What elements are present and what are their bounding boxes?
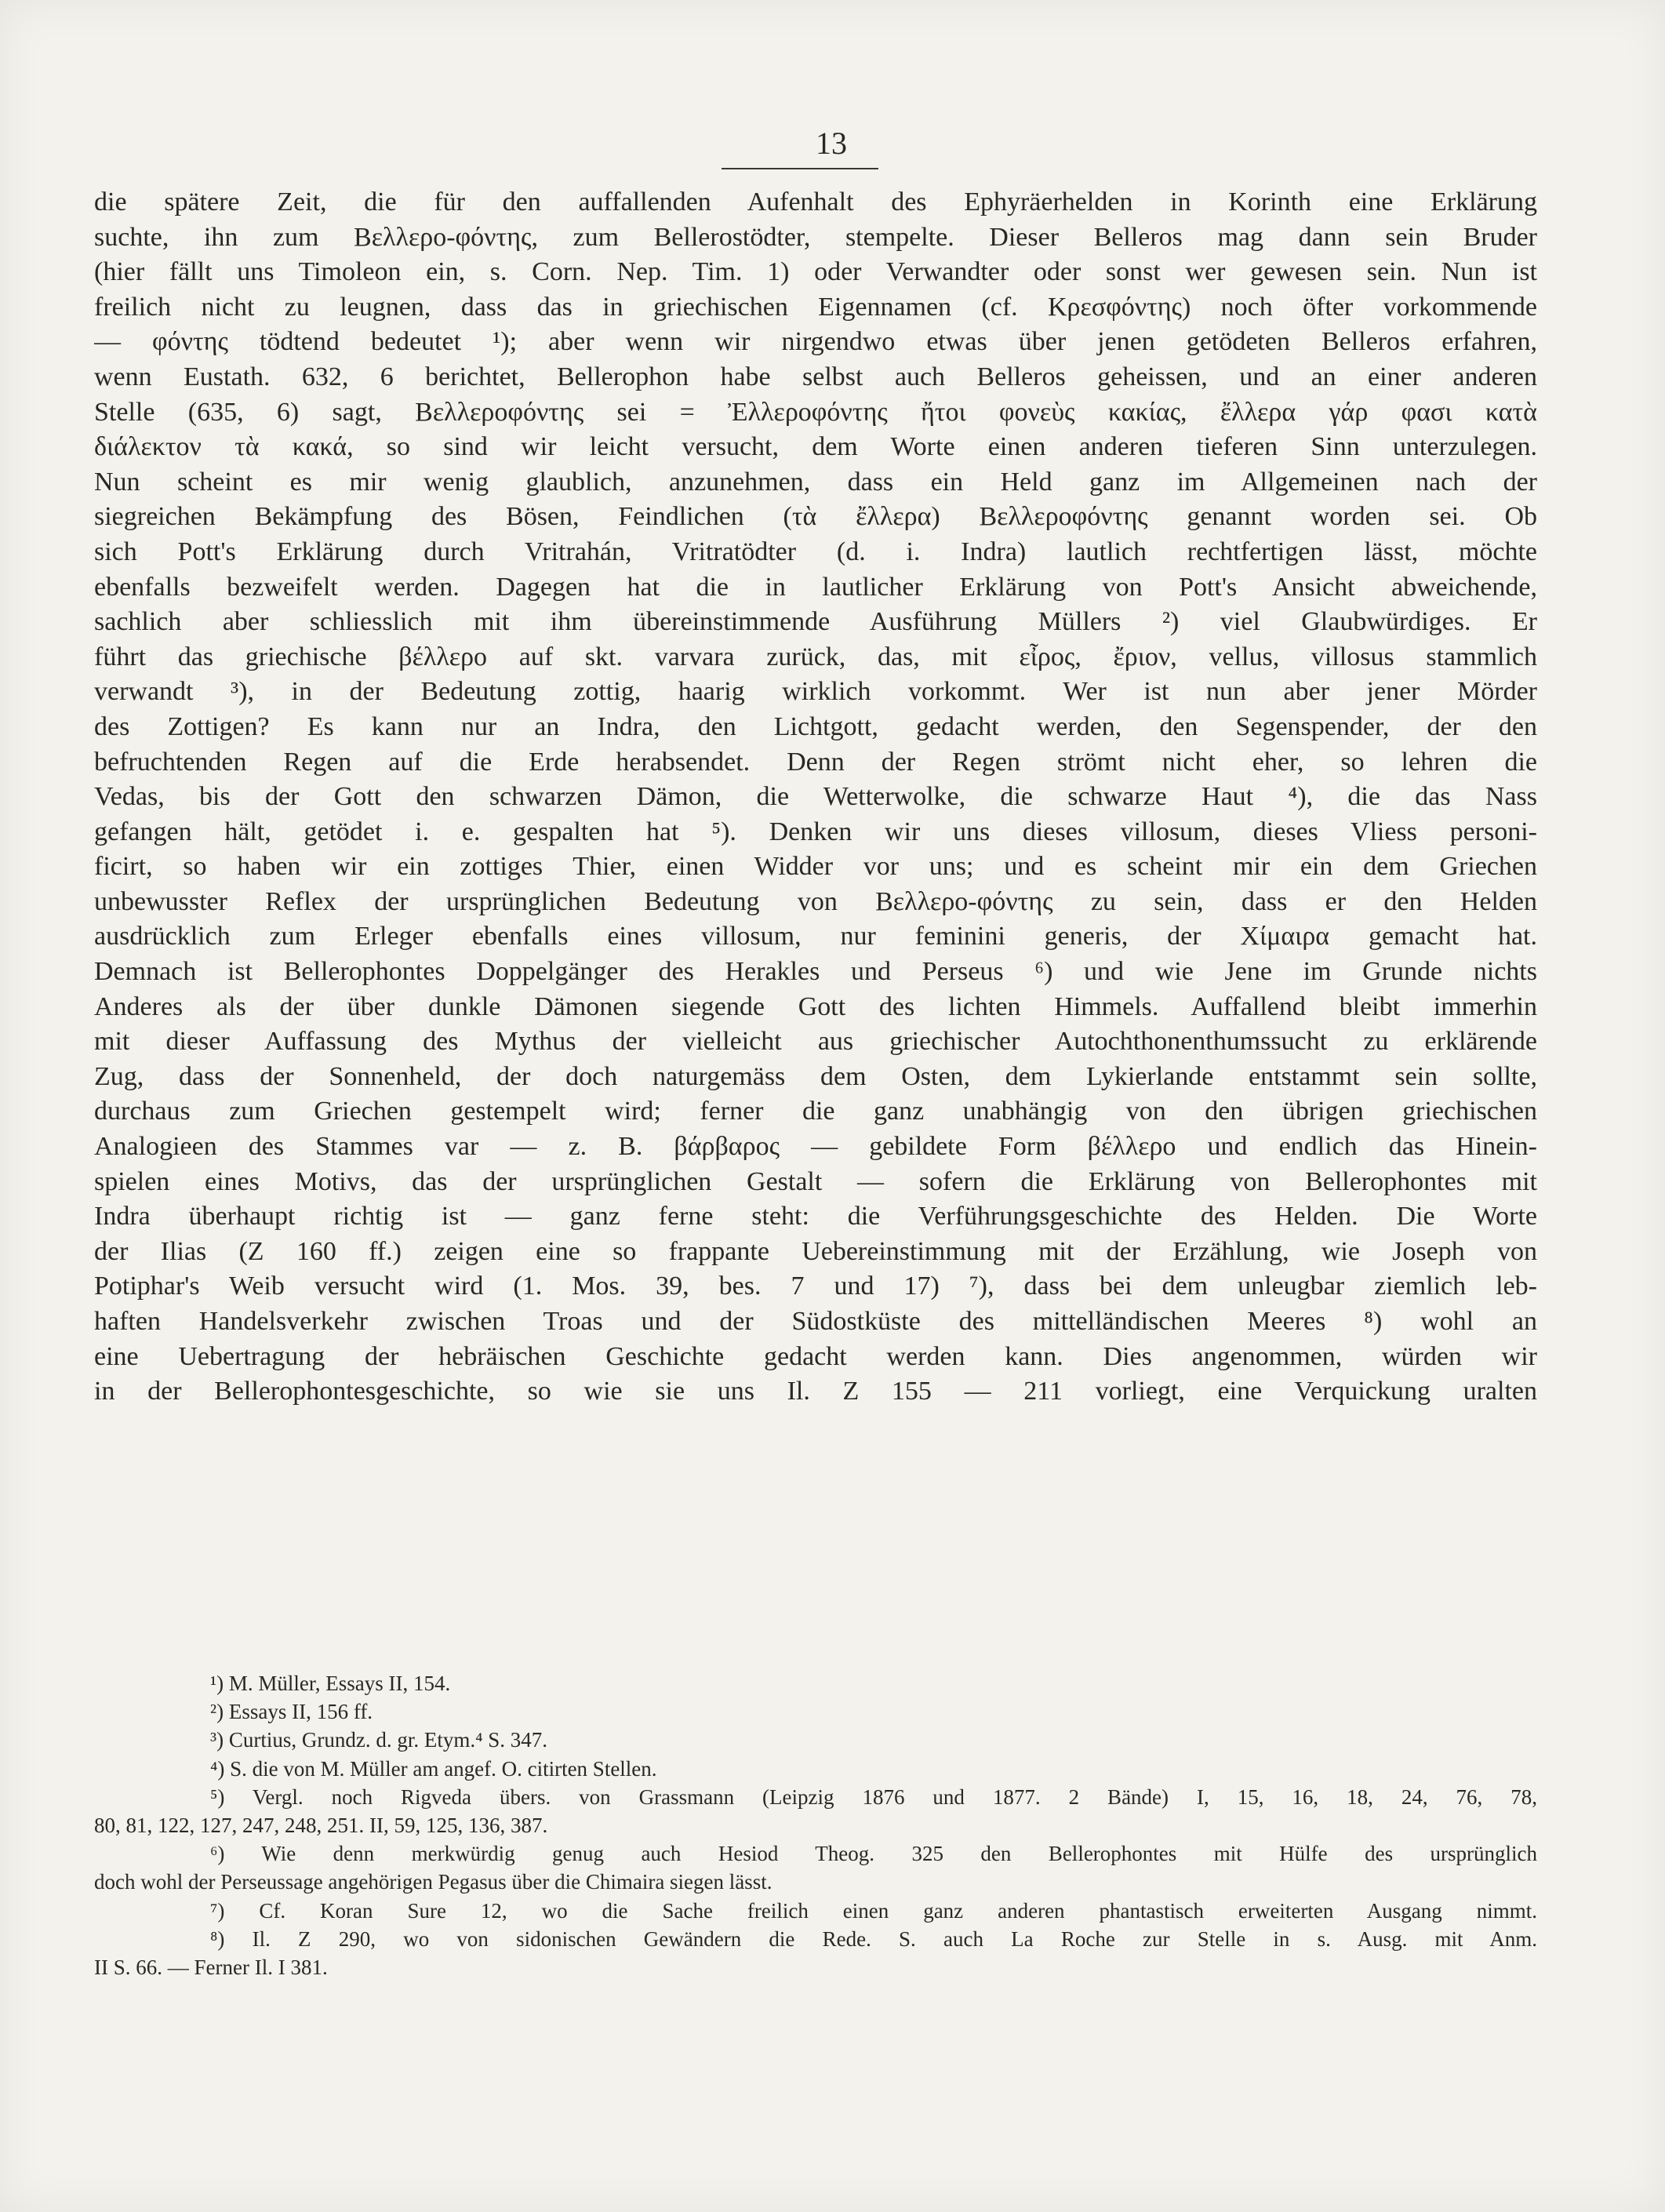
body-line: suchte, ihn zum Βελλερο-φόντης, zum Bellerostödter, stempelte. Dieser Belleros mag dann sein Bruder (94, 222, 1537, 252)
body-line: Zug, dass der Sonnenheld, der doch naturgemäss dem Osten, dem Lykierlande entstammt sein sollte, (94, 1061, 1537, 1091)
body-line: — φόντης tödtend bedeutet ¹); aber wenn wir nirgendwo etwas über jenen getödeten Belleros erfahren, (94, 327, 1537, 357)
footnote-8-continued: II S. 66. — Ferner Il. I 381. (94, 1955, 328, 1979)
body-line: die spätere Zeit, die für den auffallenden Aufenhalt des Ephyräerhelden in Korinth eine Erklärung (94, 187, 1537, 216)
footnotes (94, 1669, 1537, 1981)
body-line: Anderes als der über dunkle Dämonen siegende Gott des lichten Himmels. Auffallend bleibt immerhin (94, 991, 1537, 1021)
footnote-6-continued: doch wohl der Perseussage angehörigen Pegasus über die Chimaira siegen lässt. (94, 1870, 773, 1894)
body-line: unbewusster Reflex der ursprünglichen Bedeutung von Βελλερο-φόντης zu sein, dass er den Helden (94, 886, 1537, 916)
body-line: Nun scheint es mir wenig glaublich, anzunehmen, dass ein Held ganz im Allgemeinen nach der (94, 467, 1537, 497)
footnote-7: ⁷) Cf. Koran Sure 12, wo die Sache freilich einen ganz anderen phantastisch erweiterten Ausgang nimmt. (210, 1898, 1537, 1923)
body-line: ebenfalls bezweifelt werden. Dagegen hat die in lautlicher Erklärung von Pott's Ansicht abweichende, (94, 572, 1537, 602)
body-line: sachlich aber schliesslich mit ihm übereinstimmende Ausführung Müllers ²) viel Glaubwürdiges. Er (94, 607, 1537, 637)
body-line: des Zottigen? Es kann nur an Indra, den Lichtgott, gedacht werden, den Segenspender, der den (94, 711, 1537, 741)
body-line: befruchtenden Regen auf die Erde herabsendet. Denn der Regen strömt nicht eher, so lehren die (94, 747, 1537, 777)
body-line: verwandt ³), in der Bedeutung zottig, haarig wirklich vorkommt. Wer ist nun aber jener Mörder (94, 677, 1537, 707)
body-line: Potiphar's Weib versucht wird (1. Mos. 39, bes. 7 und 17) ⁷), dass bei dem unleugbar ziemlich leb- (94, 1272, 1537, 1301)
footnote-5-continued: 80, 81, 122, 127, 247, 248, 251. II, 59, 125, 136, 387. (94, 1813, 548, 1837)
body-line: freilich nicht zu leugnen, dass das in griechischen Eigennamen (cf. Κρεσφόντης) noch öfter vorkommende (94, 292, 1537, 322)
body-line: der Ilias (Z 160 ff.) zeigen eine so frappante Uebereinstimmung mit der Erzählung, wie Joseph von (94, 1236, 1537, 1266)
body-line: διάλεκτον τὰ κακά, so sind wir leicht versucht, dem Worte einen anderen tieferen Sinn unterzulegen. (94, 432, 1537, 462)
page-number: 13 (816, 126, 847, 161)
body-line: durchaus zum Griechen gestempelt wird; ferner die ganz unabhängig von den übrigen griechischen (94, 1097, 1537, 1126)
body-line: gefangen hält, getödet i. e. gespalten hat ⁵). Denken wir uns dieses villosum, dieses Vliess personi- (94, 817, 1537, 846)
page-number-rule (722, 168, 878, 169)
body-line: führt das griechische βέλλερο auf skt. varvara zurück, das, mit εἶρος, ἔριον, vellus, villosus stammlich (94, 642, 1537, 671)
body-line: eine Uebertragung der hebräischen Geschichte gedacht werden kann. Dies angenommen, würden wir (94, 1341, 1537, 1371)
body-line: spielen eines Motivs, das der ursprünglichen Gestalt — sofern die Erklärung von Bellerophontes mit (94, 1166, 1537, 1196)
footnote-3: ³) Curtius, Grundz. d. gr. Etym.⁴ S. 347. (210, 1728, 547, 1752)
body-line: Analogieen des Stammes var — z. B. βάρβαρος — gebildete Form βέλλερο und endlich das Hinein- (94, 1132, 1537, 1162)
footnote-4: ⁴) S. die von M. Müller am angef. O. citirten Stellen. (210, 1756, 657, 1781)
body-line: in der Bellerophontesgeschichte, so wie sie uns Il. Z 155 — 211 vorliegt, eine Verquickung uralten (94, 1377, 1537, 1406)
footnote-5: ⁵) Vergl. noch Rigveda übers. von Grassmann (Leipzig 1876 und 1877. 2 Bände) I, 15, 16, 18, 24, 76, 78, (210, 1785, 1537, 1809)
footnote-8: ⁸) Il. Z 290, wo von sidonischen Gewändern die Rede. S. auch La Roche zur Stelle in s. Ausg. mit Anm. (210, 1926, 1537, 1951)
body-line: mit dieser Auffassung des Mythus der vielleicht aus griechischer Autochthonenthumssucht zu erklärende (94, 1027, 1537, 1057)
body-line: wenn Eustath. 632, 6 berichtet, Bellerophon habe selbst auch Belleros geheissen, und an einer anderen (94, 362, 1537, 391)
footnote-6: ⁶) Wie denn merkwürdig genug auch Hesiod Theog. 325 den Bellerophontes mit Hülfe des ursprünglich (210, 1842, 1537, 1866)
body-line: ausdrücklich zum Erleger ebenfalls eines villosum, nur feminini generis, der Χίμαιρα gemacht hat. (94, 922, 1537, 951)
body-line: (hier fällt uns Timoleon ein, s. Corn. Nep. Tim. 1) oder Verwandter oder sonst wer gewesen sein. Nun ist (94, 257, 1537, 287)
footnote-2: ²) Essays II, 156 ff. (210, 1700, 373, 1724)
footnote-1: ¹) M. Müller, Essays II, 154. (210, 1672, 451, 1695)
body-line: haften Handelsverkehr zwischen Troas und der Südostküste des mittelländischen Meeres ⁸) wohl an (94, 1307, 1537, 1336)
body-line: ficirt, so haben wir ein zottiges Thier, einen Widder vor uns; und es scheint mir ein dem Griechen (94, 852, 1537, 882)
body-text (94, 185, 1537, 1410)
body-line: Indra überhaupt richtig ist — ganz ferne steht: die Verführungsgeschichte des Helden. Die Worte (94, 1202, 1537, 1232)
body-line: Demnach ist Bellerophontes Doppelgänger des Herakles und Perseus ⁶) und wie Jene im Grunde nichts (94, 957, 1537, 987)
body-line: sich Pott's Erklärung durch Vritrahán, Vritratödter (d. i. Indra) lautlich rechtfertigen lässt, möchte (94, 537, 1537, 566)
body-line: Vedas, bis der Gott den schwarzen Dämon, die Wetterwolke, die schwarze Haut ⁴), die das Nass (94, 782, 1537, 812)
body-line: siegreichen Bekämpfung des Bösen, Feindlichen (τὰ ἔλλερα) Βελλεροφόντης genannt worden sei. Ob (94, 502, 1537, 532)
body-line: Stelle (635, 6) sagt, Βελλεροφόντης sei = Ἐλλεροφόντης ἤτοι φονεὺς κακίας, ἔλλερα γάρ φασι κατὰ (94, 397, 1537, 427)
